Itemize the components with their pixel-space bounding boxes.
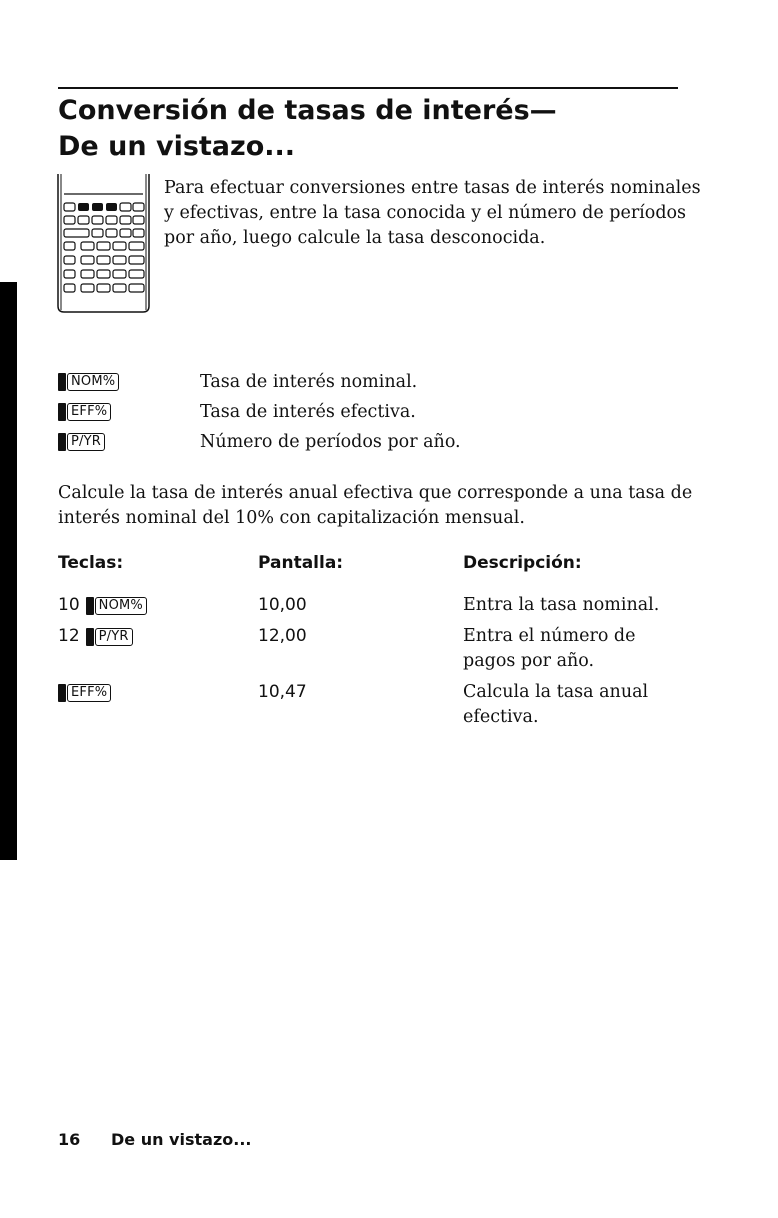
page-title-line-2: De un vistazo... bbox=[58, 131, 296, 162]
eff-key bbox=[58, 403, 111, 421]
thumb-index-tab bbox=[0, 282, 17, 860]
keycap-label: P/YR bbox=[67, 433, 105, 451]
page-title-line-1: Conversión de tasas de interés— bbox=[58, 95, 557, 126]
shift-key-icon bbox=[86, 628, 94, 646]
shift-key-icon bbox=[58, 403, 66, 421]
keycap-label: NOM% bbox=[95, 597, 147, 615]
nom-key bbox=[86, 597, 147, 615]
definition-text: Número de períodos por año. bbox=[200, 432, 461, 452]
shift-key-icon bbox=[58, 433, 66, 451]
table-row-keys bbox=[58, 682, 111, 702]
example-line: interés nominal del 10% con capitalización mensual. bbox=[58, 508, 525, 528]
nom-key bbox=[58, 373, 119, 391]
keycap-label: EFF% bbox=[67, 403, 111, 421]
shift-key-icon bbox=[58, 373, 66, 391]
definition-text: Tasa de interés efectiva. bbox=[200, 402, 416, 422]
shift-key-icon bbox=[86, 597, 94, 615]
display-value: 10,47 bbox=[258, 682, 307, 702]
description-line: Entra la tasa nominal. bbox=[463, 595, 660, 615]
shift-key-icon bbox=[58, 684, 66, 702]
intro-line: por año, luego calcule la tasa desconocida. bbox=[164, 228, 546, 248]
intro-paragraph bbox=[164, 176, 701, 251]
entry-number: 10 bbox=[58, 595, 80, 615]
page-title bbox=[58, 93, 557, 165]
heading-rule bbox=[58, 87, 678, 89]
intro-line: y efectivas, entre la tasa conocida y el número de períodos bbox=[164, 203, 687, 223]
display-value: 12,00 bbox=[258, 626, 307, 646]
description-line: Calcula la tasa anual bbox=[463, 682, 649, 702]
description-line: Entra el número de bbox=[463, 626, 636, 646]
description-line: pagos por año. bbox=[463, 651, 595, 671]
intro-line: Para efectuar conversiones entre tasas de interés nominales bbox=[164, 178, 701, 198]
display-value: 10,00 bbox=[258, 595, 307, 615]
display-header: Pantalla: bbox=[258, 553, 344, 573]
pyr-key bbox=[86, 628, 133, 646]
pyr-key bbox=[58, 433, 105, 451]
example-paragraph bbox=[58, 481, 692, 531]
table-row-keys bbox=[58, 626, 133, 646]
keycap-label: NOM% bbox=[67, 373, 119, 391]
page-number: 16 bbox=[58, 1130, 81, 1149]
keys-header: Teclas: bbox=[58, 553, 124, 573]
table-row-keys bbox=[58, 595, 147, 615]
entry-number: 12 bbox=[58, 626, 80, 646]
eff-key bbox=[58, 684, 111, 702]
footer-section-title: De un vistazo... bbox=[111, 1130, 252, 1149]
description-header: Descripción: bbox=[463, 553, 582, 573]
example-line: Calcule la tasa de interés anual efectiva que corresponde a una tasa de bbox=[58, 483, 693, 503]
description-line: efectiva. bbox=[463, 707, 539, 727]
keycap-label: EFF% bbox=[67, 684, 111, 702]
keycap-label: P/YR bbox=[95, 628, 133, 646]
calculator-keypad-icon bbox=[55, 174, 153, 316]
definition-text: Tasa de interés nominal. bbox=[200, 372, 418, 392]
